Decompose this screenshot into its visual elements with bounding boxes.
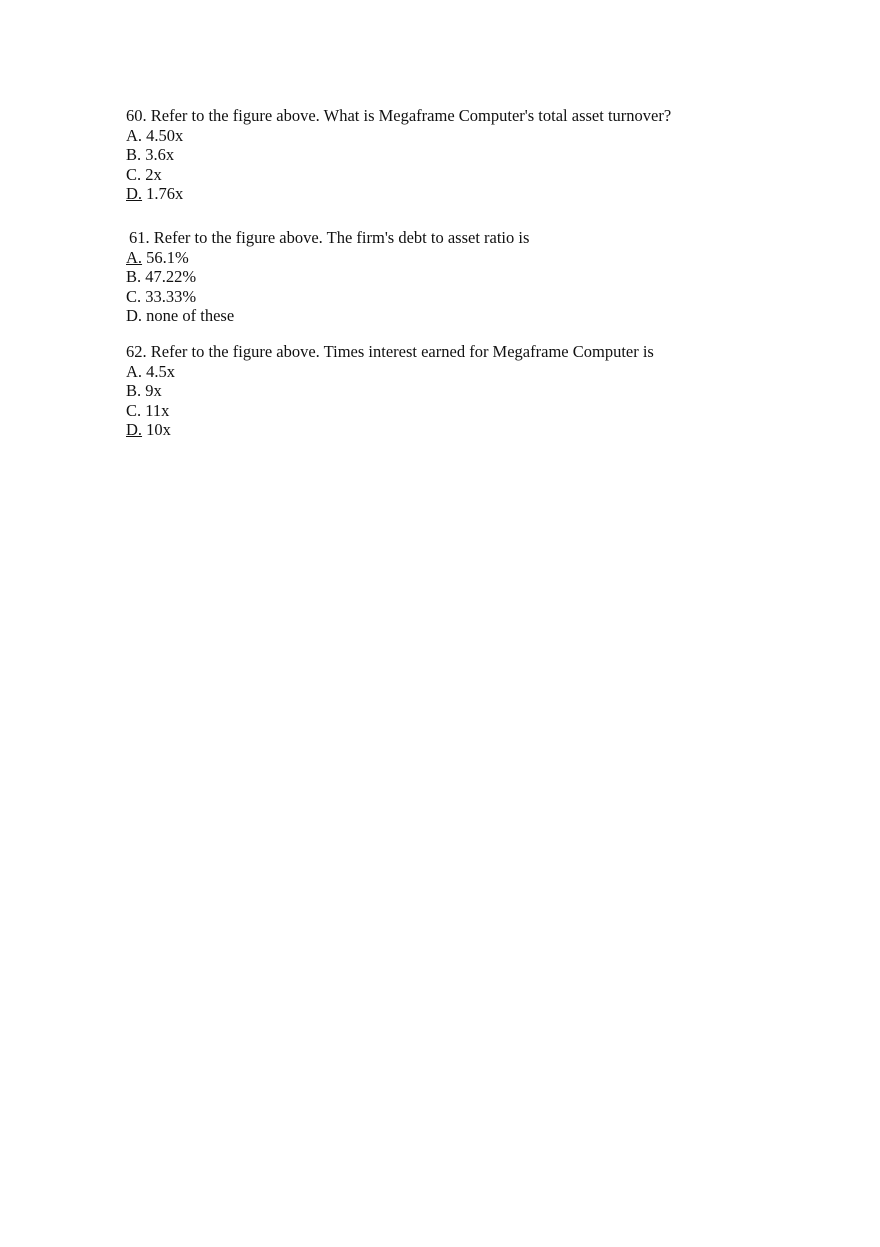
question-60 [126, 106, 671, 204]
answer-option [126, 401, 654, 421]
question-stem: 61. Refer to the figure above. The firm's debt to asset ratio is [129, 228, 530, 247]
question-62 [126, 342, 654, 440]
answer-option [126, 165, 671, 185]
option-text: 10x [146, 420, 171, 440]
option-text: 56.1% [146, 247, 189, 267]
answer-option [126, 126, 671, 146]
answer-option [126, 362, 654, 382]
question-61 [126, 228, 530, 326]
option-text: 3.6x [145, 145, 175, 165]
option-text: 11x [145, 400, 170, 420]
answer-option [126, 287, 529, 307]
option-label: A. [126, 125, 143, 145]
correct-answer-label: A. [126, 247, 143, 267]
answer-option [126, 248, 529, 268]
question-stem: 60. Refer to the figure above. What is Megaframe Computer's total asset turnover? [126, 106, 672, 125]
answer-option [126, 145, 671, 165]
answer-option [126, 306, 529, 326]
option-text: 4.5x [146, 361, 176, 381]
option-label: B. [126, 381, 142, 401]
option-label: D. [126, 306, 143, 326]
answer-option [126, 267, 529, 287]
option-text: 33.33% [145, 286, 197, 306]
option-text: 1.76x [146, 184, 184, 204]
option-text: 4.50x [146, 125, 184, 145]
option-text: 2x [145, 164, 162, 184]
option-label: A. [126, 361, 143, 381]
correct-answer-label: D. [126, 184, 143, 204]
answer-option [126, 381, 654, 401]
answer-option [126, 420, 654, 440]
option-label: C. [126, 286, 142, 306]
correct-answer-label: D. [126, 420, 143, 440]
option-label: B. [126, 267, 142, 287]
option-label: C. [126, 400, 142, 420]
option-text: 47.22% [145, 267, 197, 287]
option-text: 9x [145, 381, 162, 401]
option-label: B. [126, 145, 142, 165]
option-label: C. [126, 164, 142, 184]
question-stem: 62. Refer to the figure above. Times interest earned for Megaframe Computer is [126, 342, 654, 361]
answer-option [126, 184, 671, 204]
option-text: none of these [146, 306, 235, 326]
